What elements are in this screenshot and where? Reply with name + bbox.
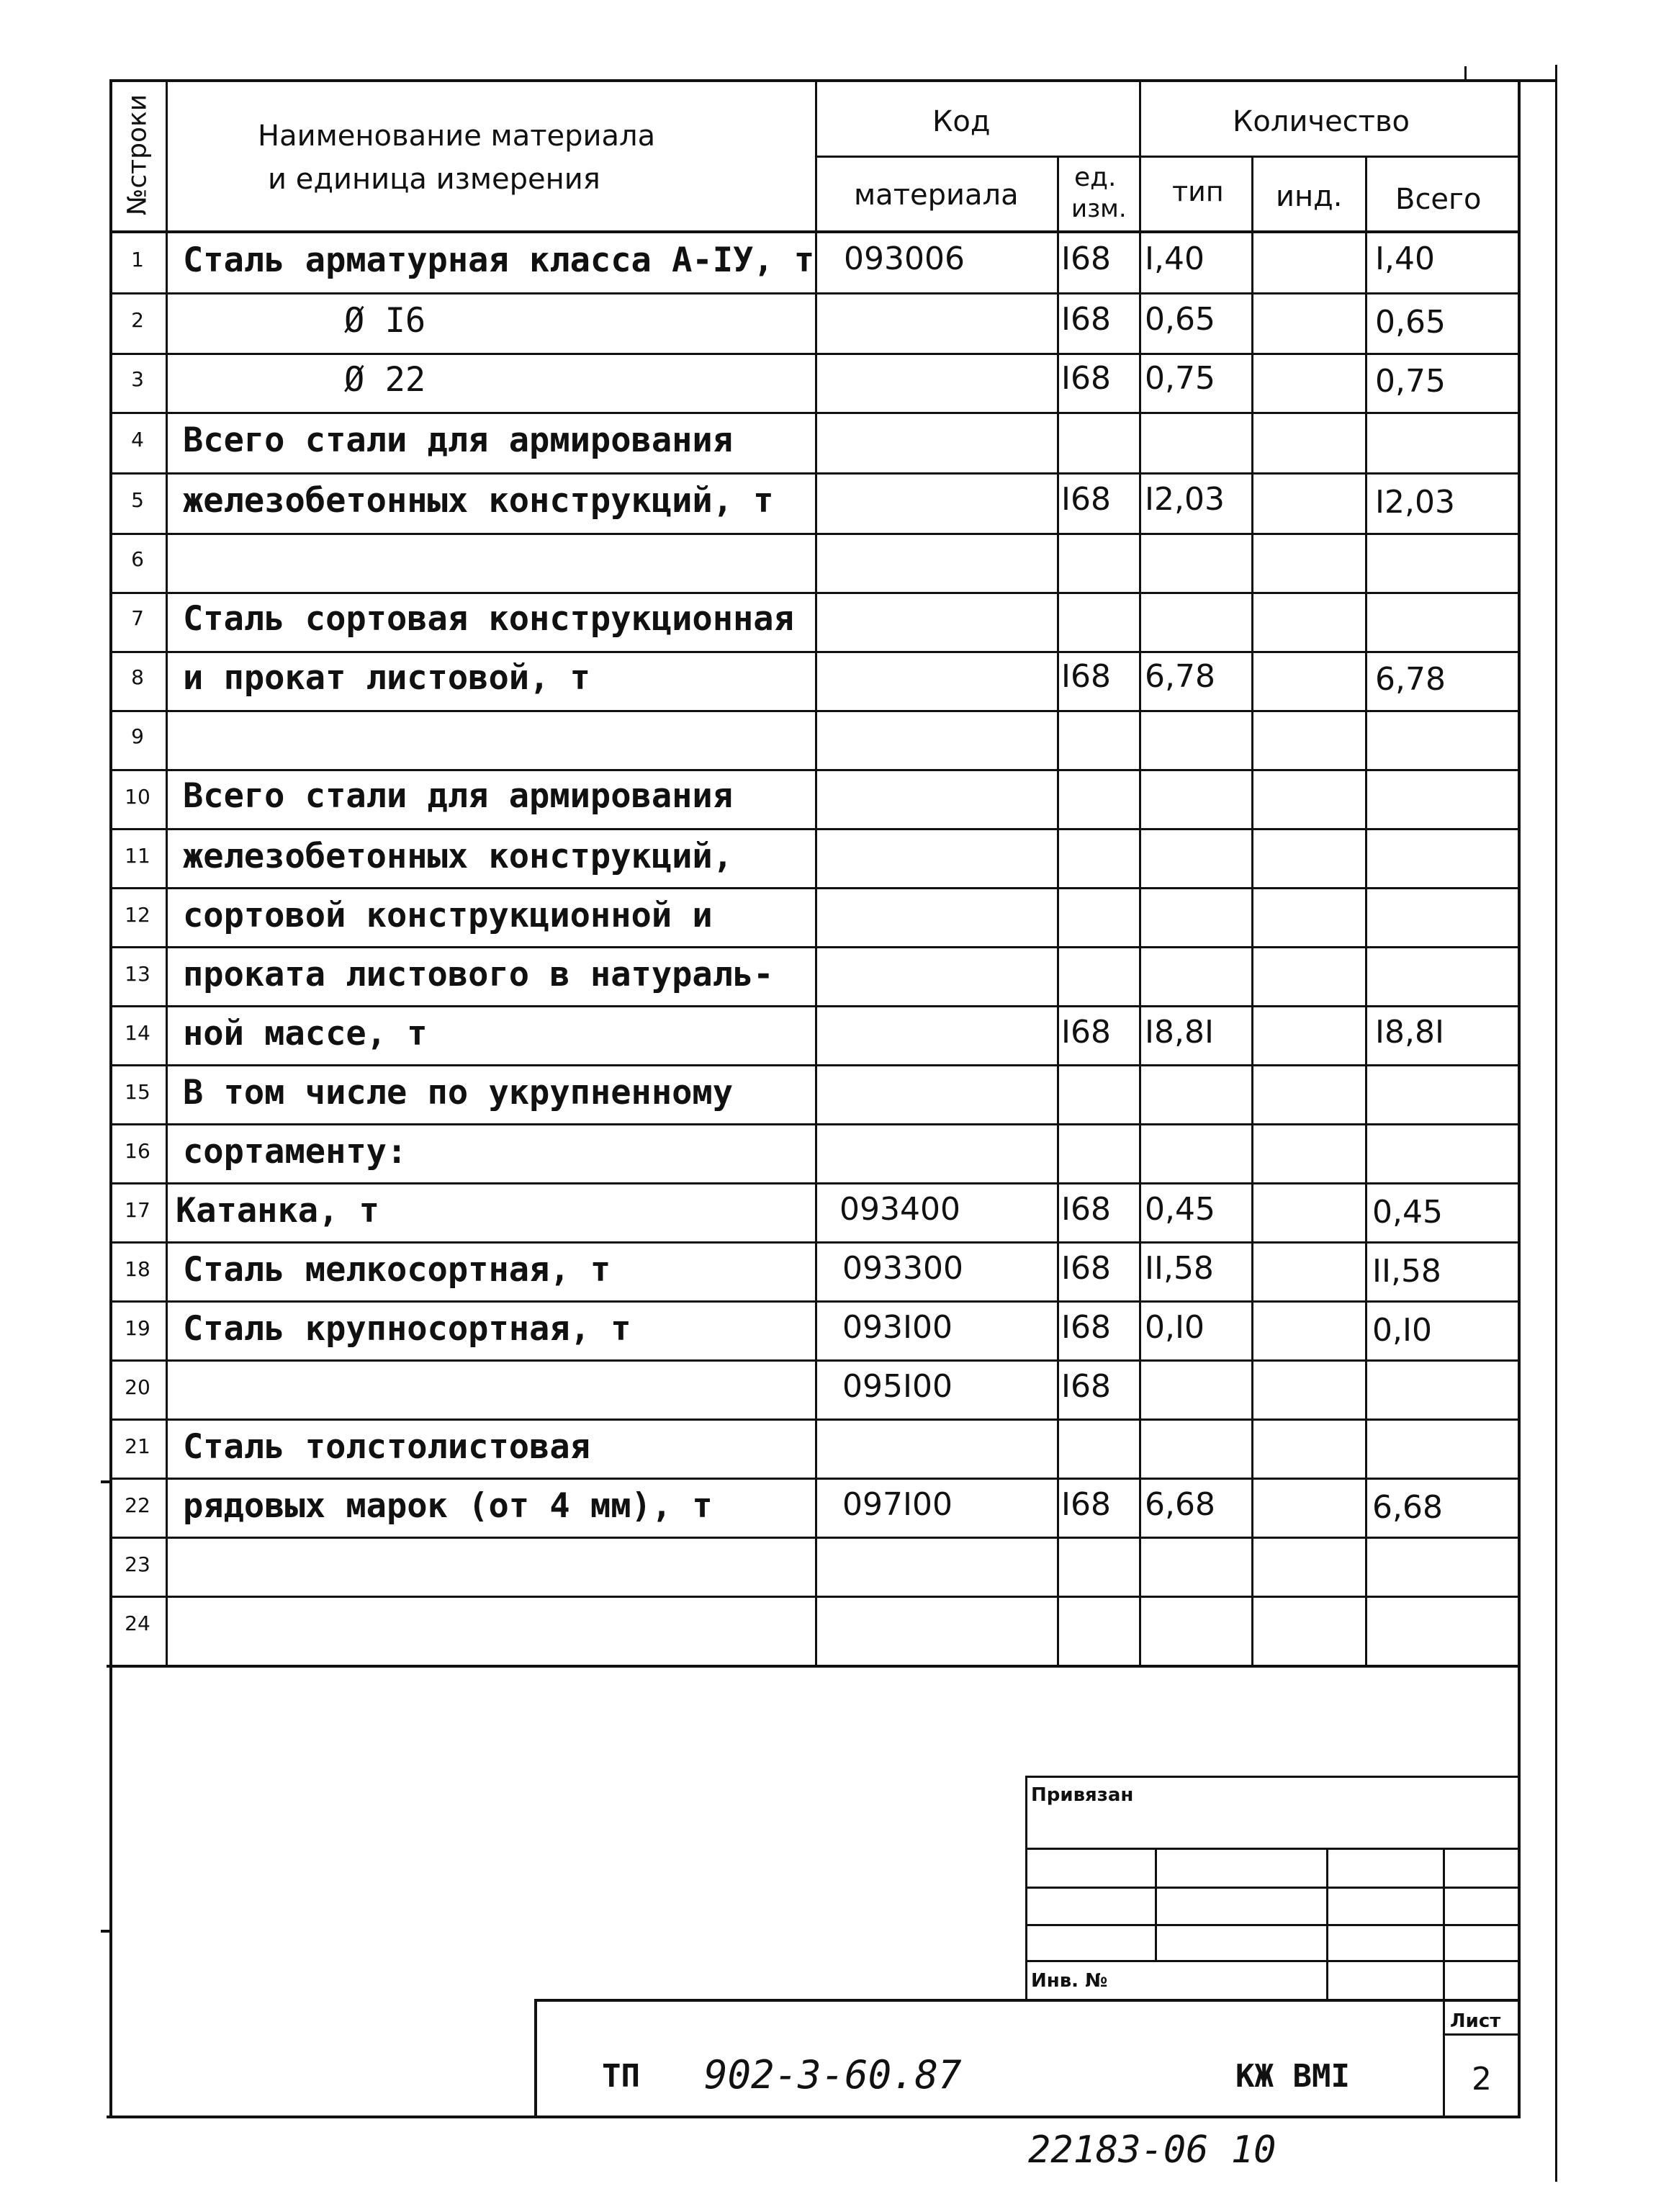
material-code: 093I00 [842,1309,953,1346]
material-code: 097I00 [842,1486,953,1523]
inventory-number-label: Инв. № [1031,1970,1108,1992]
unit-code: I68 [1061,1486,1111,1523]
stamp-top-line [1025,1776,1518,1778]
total-quantity: 6,68 [1372,1489,1443,1526]
total-quantity: 0,I0 [1372,1312,1432,1349]
row-number: 13 [125,962,150,986]
row-line [109,1537,1518,1539]
archive-number: 22183-06 10 [1028,2128,1276,2172]
unit-code: I68 [1061,1014,1111,1051]
row-line [109,1005,1518,1007]
material-name-header-line2: и единица измерения [268,163,600,196]
type-quantity: I8,8I [1145,1014,1214,1051]
type-quantity: I2,03 [1145,481,1225,518]
col-line-rownum [166,79,168,1666]
material-name: железобетонных конструкций, [183,837,734,876]
stamp-col-line [1443,1848,1445,2116]
row-number: 5 [131,488,144,512]
stamp-col-line [1326,1848,1328,2000]
quantity-header: Количество [1233,105,1410,138]
type-quantity: 0,45 [1145,1191,1215,1228]
row-number: 12 [125,903,150,927]
material-name: Катанка, т [176,1191,379,1231]
unit-header-line1: ед. [1074,163,1117,192]
total-quantity: 6,78 [1375,661,1446,698]
row-number: 7 [131,606,144,630]
row-line [109,710,1518,712]
row-line [109,1123,1518,1125]
material-code: 093400 [839,1191,960,1228]
row-line [109,769,1518,771]
type-quantity: 0,I0 [1145,1309,1205,1346]
row-number: 21 [125,1434,150,1458]
frame-top-line [109,79,1557,82]
material-name: Ø 22 [344,360,426,400]
material-name: Сталь толстолистовая [183,1427,590,1467]
row-number: 14 [125,1021,150,1045]
row-line [109,1596,1518,1598]
col-line-type [1251,156,1253,1666]
code-header: Код [932,105,991,138]
frame-bottom-line [107,2116,1521,2118]
row-number: 15 [125,1080,150,1104]
material-code: 095I00 [842,1368,953,1405]
row-line [109,292,1518,295]
unit-code: I68 [1061,301,1111,338]
material-code: 093006 [844,240,965,277]
row-number: 19 [125,1316,150,1340]
row-line [109,412,1518,414]
row-line [109,1300,1518,1303]
row-line [109,533,1518,535]
material-name: Всего стали для армирования [183,776,734,816]
type-quantity: 6,78 [1145,658,1215,695]
row-line [109,1419,1518,1421]
total-quantity: I,40 [1375,240,1435,277]
total-quantity: 0,65 [1375,304,1446,341]
row-line [109,887,1518,889]
col-line-code [1057,156,1059,1666]
project-code: 902-3-60.87 [704,2052,962,2098]
unit-code: I68 [1061,1191,1111,1228]
type-quantity: 0,65 [1145,301,1215,338]
row-number: 17 [125,1198,150,1222]
material-name: Сталь крупносортная, т [183,1309,631,1349]
edge-mark [1464,66,1467,82]
unit-header-line2: изм. [1071,194,1127,223]
total-quantity: 0,45 [1372,1194,1443,1231]
material-name: рядовых марок (от 4 мм), т [183,1486,713,1526]
material-code-header: материала [854,179,1019,212]
unit-code: I68 [1061,360,1111,397]
row-number: 2 [131,308,144,332]
type-quantity: 0,75 [1145,360,1215,397]
unit-code: I68 [1061,1309,1111,1346]
row-number: 18 [125,1257,150,1281]
unit-code: I68 [1061,1250,1111,1287]
row-number: 6 [131,547,144,571]
material-name: Ø I6 [344,301,426,341]
header-mid-line [815,156,1518,158]
edge-mark [101,1930,112,1933]
row-number: 9 [131,724,144,748]
row-line [109,1064,1518,1066]
material-code: 093300 [842,1250,963,1287]
row-number: 1 [131,248,144,271]
row-line [109,1241,1518,1244]
row-number: 22 [125,1493,150,1517]
row-line [109,651,1518,653]
unit-code: I68 [1061,240,1111,277]
row-line [109,1182,1518,1184]
row-number: 10 [125,785,150,809]
material-name: сортовой конструкционной и [183,896,713,935]
row-number-header: №строки [122,94,153,216]
type-header: тип [1172,176,1224,207]
linked-label: Привязан [1031,1784,1134,1806]
margin-right-line [1555,65,1557,2182]
row-line [109,1478,1518,1480]
header-bottom-line [109,230,1518,233]
unit-code: I68 [1061,658,1111,695]
row-number: 16 [125,1139,150,1163]
row-number: 24 [125,1611,150,1635]
row-number: 8 [131,665,144,689]
col-line-name [815,79,817,1666]
titleblock-left-line [534,1999,537,2118]
type-quantity: 6,68 [1145,1486,1215,1523]
col-line-unit [1139,79,1141,1666]
row-line [109,828,1518,830]
row-number: 11 [125,844,150,868]
sheet-number: 2 [1472,2061,1492,2098]
total-quantity: I8,8I [1375,1014,1444,1051]
row-line [109,353,1518,355]
material-name: сортаменту: [183,1132,408,1172]
row-line [109,946,1518,948]
type-quantity: II,58 [1145,1250,1214,1287]
material-name: железобетонных конструкций, т [183,481,774,521]
drawing-mark: КЖ ВМI [1235,2058,1350,2095]
project-prefix: ТП [602,2058,640,2095]
edge-mark [101,1480,112,1483]
sheet-label: Лист [1450,2010,1501,2032]
titleblock-top-line [534,1999,1518,2002]
row-line [109,1359,1518,1362]
material-name: Всего стали для армирования [183,421,734,460]
row-line [109,472,1518,475]
row-number: 23 [125,1552,150,1576]
total-quantity: II,58 [1372,1253,1441,1290]
material-name: ной массе, т [183,1014,428,1053]
ind-header: инд. [1276,180,1343,213]
row-number: 20 [125,1375,150,1399]
frame-right-line [1518,79,1521,2118]
col-line-ind [1365,156,1367,1666]
total-header: Всего [1395,183,1482,216]
table-bottom-line [107,1665,1521,1668]
material-name: Сталь мелкосортная, т [183,1250,611,1290]
sheet-label-line [1443,2033,1518,2036]
material-name: Сталь сортовая конструкционная [183,599,794,639]
unit-code: I68 [1061,1368,1111,1405]
row-line [109,592,1518,594]
row-number: 4 [131,428,144,451]
material-name-header-line1: Наименование материала [258,120,656,153]
material-name: Сталь арматурная класса А-IУ, т [183,240,815,280]
type-quantity: I,40 [1145,240,1205,277]
total-quantity: I2,03 [1375,484,1455,521]
total-quantity: 0,75 [1375,363,1446,400]
material-name: В том числе по укрупненному [183,1073,734,1112]
unit-code: I68 [1061,481,1111,518]
material-name: и прокат листовой, т [183,658,590,698]
row-number: 3 [131,367,144,391]
stamp-col-line [1155,1848,1157,1960]
material-name: проката листового в натураль- [183,955,774,994]
